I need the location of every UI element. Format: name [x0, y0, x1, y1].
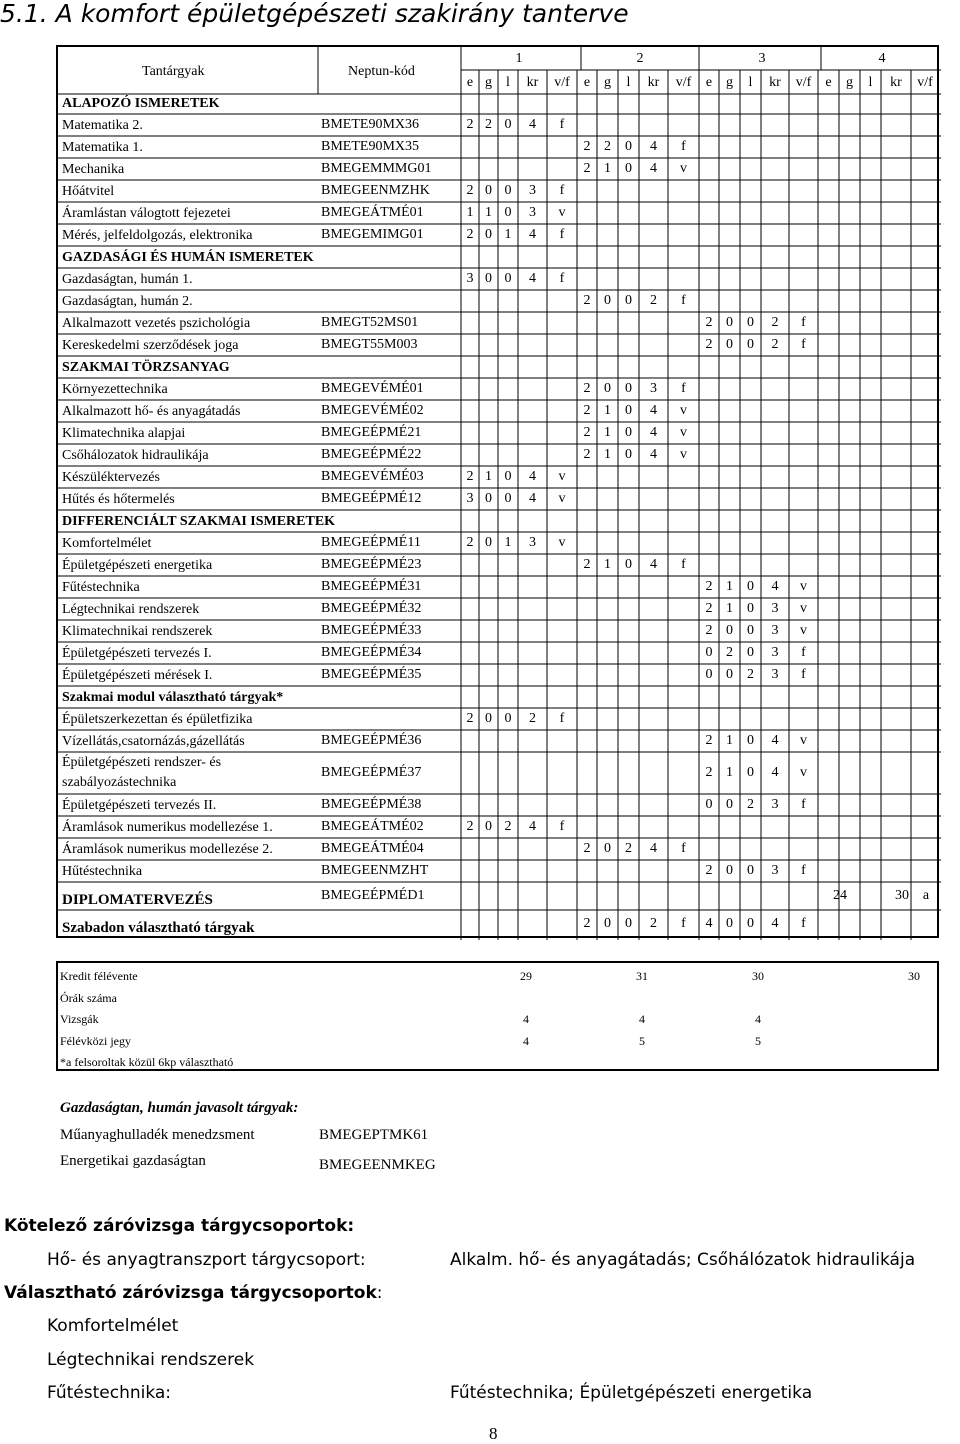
grade-cell: 4: [771, 579, 779, 594]
subject-name: Alkalmazott hő- és anyagátadás: [62, 404, 241, 419]
subcolumn-header: e: [825, 75, 832, 90]
subject-name: Épületgépészeti mérések I.: [62, 668, 213, 683]
grade-cell: 0: [625, 293, 632, 308]
grade-cell: 2: [726, 645, 733, 660]
subject-name: Készüléktervezés: [62, 470, 160, 485]
subject-name: Épületszerkezettan és épületfizika: [62, 712, 253, 727]
grade-cell: 0: [485, 183, 492, 198]
grade-cell: v: [558, 535, 566, 550]
grade-cell: 2: [466, 819, 474, 834]
semester-summary-table: [56, 961, 939, 1071]
grade-cell: v: [680, 403, 687, 418]
grade-cell: 0: [705, 797, 713, 812]
grade-cell: 2: [466, 117, 474, 132]
grade-cell: 4: [771, 733, 779, 748]
thesis-value: 24: [833, 888, 847, 903]
subcolumn-header: v/f: [554, 75, 570, 90]
summary-value: 5: [639, 1033, 645, 1048]
curriculum-table: [56, 45, 939, 938]
page-number: 8: [489, 1424, 498, 1443]
grade-cell: f: [681, 381, 686, 396]
grade-cell: 0: [604, 841, 611, 856]
grade-cell: 2: [529, 711, 536, 726]
neptun-code: BMEGEÉPMÉ33: [321, 623, 422, 638]
subject-name: Áramlások numerikus modellezése 2.: [62, 842, 273, 857]
neptun-code: BMEGEMIMG01: [321, 227, 424, 242]
grade-cell: 1: [604, 161, 611, 176]
subcolumn-header: kr: [526, 75, 539, 90]
grade-cell: 1: [604, 403, 611, 418]
subcolumn-header: v/f: [795, 75, 812, 90]
grade-cell: 2: [583, 916, 591, 931]
grade-cell: 2: [650, 916, 657, 931]
neptun-code: BMEGEVÉMÉ02: [321, 403, 424, 418]
grade-cell: v: [800, 623, 807, 638]
neptun-code: BMEGEÉPMÉ32: [321, 601, 422, 616]
header-code[interactable]: Neptun-kód: [348, 64, 415, 79]
optional-exam-title-bold: Választható záróvizsga tárgycsoportok: [4, 1283, 377, 1303]
grade-cell: 3: [529, 205, 536, 220]
grade-cell: 3: [771, 797, 779, 812]
subject-name: Gazdaságtan, humán 2.: [62, 294, 193, 309]
subcolumn-header: l: [506, 75, 510, 90]
grade-cell: 2: [466, 227, 474, 242]
grade-cell: f: [559, 271, 565, 286]
grade-cell: 1: [604, 425, 611, 440]
subcolumn-header: v/f: [917, 75, 933, 90]
subject-name: Vízellátás,csatornázás,gázellátás: [62, 734, 245, 749]
grade-cell: f: [559, 117, 565, 132]
grade-cell: 2: [583, 425, 591, 440]
mandatory-exam-group: Hő- és anyagtranszport tárgycsoport:: [47, 1250, 366, 1270]
grade-cell: 2: [771, 337, 779, 352]
humanities-code: BMEGEENMKEG: [319, 1157, 436, 1173]
grade-cell: v: [558, 205, 566, 220]
grade-cell: 0: [504, 271, 512, 286]
grade-cell: 1: [504, 535, 512, 550]
optional-exam-item: Légtechnikai rendszerek: [47, 1350, 255, 1370]
grade-cell: 1: [604, 557, 611, 572]
grade-cell: f: [801, 797, 806, 812]
subject-name: Matematika 2.: [62, 118, 143, 133]
subcolumn-header: g: [485, 75, 492, 90]
grade-cell: v: [558, 491, 566, 506]
neptun-code: BMEGT55M003: [321, 337, 418, 352]
subject-name: DIPLOMATERVEZÉS: [62, 892, 213, 908]
grade-cell: 2: [747, 667, 754, 682]
grade-cell: 4: [529, 491, 536, 506]
neptun-code: BMEGEÁTMÉ01: [321, 205, 424, 220]
grade-cell: 2: [583, 841, 591, 856]
subcolumn-header: l: [868, 75, 873, 90]
grade-cell: 0: [485, 271, 492, 286]
grade-cell: 0: [485, 819, 492, 834]
grade-cell: 4: [650, 841, 657, 856]
grade-cell: 0: [726, 315, 733, 330]
subject-name: Gazdaságtan, humán 1.: [62, 272, 193, 287]
grade-cell: 2: [625, 841, 632, 856]
grade-cell: 2: [705, 733, 713, 748]
page-title: 5.1. A komfort épületgépészeti szakirány tanterve: [0, 0, 629, 28]
grade-cell: 1: [485, 469, 492, 484]
grade-cell: 1: [466, 205, 474, 220]
subject-name: Hűtés és hőtermelés: [62, 492, 175, 507]
grade-cell: 2: [583, 557, 591, 572]
grade-cell: 2: [747, 797, 754, 812]
subject-name: Áramlástan válogtott fejezetei: [62, 206, 231, 221]
subject-name: Épületgépészeti rendszer- és: [62, 755, 222, 770]
grade-cell: 4: [650, 425, 657, 440]
neptun-code: BMETE90MX36: [321, 117, 419, 132]
neptun-code: BMEGEMMMG01: [321, 161, 432, 176]
grade-cell: 0: [504, 117, 512, 132]
neptun-code: BMEGEVÉMÉ03: [321, 469, 424, 484]
subcolumn-header: kr: [769, 75, 781, 90]
grade-cell: 0: [747, 315, 754, 330]
grade-cell: f: [681, 557, 686, 572]
grade-cell: 0: [485, 711, 492, 726]
neptun-code: BMEGEENMZHT: [321, 863, 429, 878]
grade-cell: 0: [747, 579, 754, 594]
neptun-code: BMEGEENMZHK: [321, 183, 430, 198]
mandatory-exam-title: Kötelező záróvizsga tárgycsoportok:: [4, 1216, 355, 1236]
section-header: DIFFERENCIÁLT SZAKMAI ISMERETEK: [62, 514, 336, 529]
semester-header: 1: [515, 51, 523, 66]
section-header: Szakmai modul választható tárgyak*: [62, 690, 284, 705]
subcolumn-header: e: [705, 75, 713, 90]
grade-cell: 0: [747, 765, 754, 780]
grade-cell: v: [680, 447, 687, 462]
grade-cell: 2: [466, 535, 474, 550]
summary-label: Vizsgák: [60, 1012, 99, 1026]
optional-exam-title: [4, 1283, 383, 1303]
grade-cell: 1: [485, 205, 492, 220]
summary-value: 5: [755, 1033, 761, 1048]
subcolumn-header: l: [748, 75, 753, 90]
grade-cell: 4: [650, 447, 657, 462]
subcolumn-header: l: [626, 75, 631, 90]
subject-name: Környezettechnika: [62, 382, 168, 397]
grade-cell: 0: [747, 645, 754, 660]
neptun-code: BMEGT52MS01: [321, 315, 419, 330]
semester-header: 3: [758, 51, 766, 66]
grade-cell: 0: [726, 863, 733, 878]
neptun-code: BMEGEÉPMÉ11: [321, 535, 421, 550]
grade-cell: 3: [771, 645, 779, 660]
grade-cell: 0: [705, 667, 713, 682]
grade-cell: 0: [485, 535, 492, 550]
subject-name: Alkalmazott vezetés pszichológia: [62, 316, 251, 331]
grade-cell: 4: [705, 916, 713, 931]
grade-cell: 3: [771, 667, 779, 682]
semester-header: 2: [636, 51, 644, 66]
subcolumn-header: g: [846, 75, 853, 90]
subject-name: Épületgépészeti tervezés II.: [62, 798, 217, 813]
neptun-code: BMEGEÉPMÉ12: [321, 491, 422, 506]
grade-cell: 2: [583, 403, 591, 418]
grade-cell: 0: [705, 645, 713, 660]
neptun-code: BMEGEÉPMÉ21: [321, 425, 422, 440]
grade-cell: 4: [650, 161, 657, 176]
grade-cell: 1: [726, 601, 733, 616]
grade-cell: 1: [504, 227, 512, 242]
grade-cell: 2: [705, 765, 713, 780]
neptun-code: BMEGEÉPMÉ36: [321, 733, 422, 748]
semester-header: 4: [878, 51, 886, 66]
grade-cell: 0: [485, 227, 492, 242]
optional-exam-item: Komfortelmélet: [47, 1316, 179, 1336]
thesis-value: 30: [895, 888, 909, 903]
grade-cell: f: [559, 711, 565, 726]
grade-cell: 2: [650, 293, 657, 308]
grade-cell: f: [559, 183, 565, 198]
grade-cell: 2: [705, 579, 713, 594]
section-header: GAZDASÁGI ÉS HUMÁN ISMERETEK: [62, 250, 314, 265]
grade-cell: f: [681, 139, 686, 154]
grade-cell: 2: [466, 469, 474, 484]
grade-cell: 2: [771, 315, 779, 330]
grade-cell: f: [801, 863, 806, 878]
grade-cell: v: [800, 601, 807, 616]
subcolumn-header: kr: [890, 75, 902, 90]
grade-cell: 0: [504, 469, 512, 484]
grade-cell: 0: [747, 863, 754, 878]
grade-cell: 2: [485, 117, 492, 132]
neptun-code: BMEGEÉPMÉ22: [321, 447, 422, 462]
grade-cell: 0: [747, 601, 754, 616]
humanities-title: Gazdaságtan, humán javasolt tárgyak:: [60, 1100, 299, 1116]
optional-exam-subjects: Fűtéstechnika; Épületgépészeti energetika: [450, 1383, 813, 1403]
grade-cell: 4: [529, 117, 536, 132]
subject-name: Épületgépészeti tervezés I.: [62, 646, 212, 661]
neptun-code: BMEGEVÉMÉ01: [321, 381, 424, 396]
grade-cell: v: [680, 161, 687, 176]
grade-cell: 0: [604, 381, 611, 396]
grade-cell: f: [559, 227, 565, 242]
grade-cell: 0: [747, 337, 754, 352]
subject-name: Fűtéstechnika: [62, 580, 140, 595]
grade-cell: 2: [705, 623, 713, 638]
subject-name: Mérés, jelfeldolgozás, elektronika: [62, 228, 253, 243]
subcolumn-header: g: [604, 75, 611, 90]
subcolumn-header: kr: [647, 75, 660, 90]
subject-name: Mechanika: [62, 162, 125, 177]
subject-name: Hűtéstechnika: [62, 864, 143, 879]
grade-cell: 1: [726, 579, 733, 594]
grade-cell: 0: [747, 733, 754, 748]
summary-value: 4: [639, 1012, 645, 1026]
grade-cell: 0: [604, 293, 611, 308]
subject-name: Klimatechnikai rendszerek: [62, 624, 213, 639]
neptun-code: BMEGEÉPMÉ34: [321, 645, 422, 660]
grade-cell: 2: [583, 447, 591, 462]
grade-cell: 3: [466, 271, 474, 286]
grade-cell: 2: [466, 183, 474, 198]
subject-name: Matematika 1.: [62, 140, 143, 155]
humanities-code: BMEGEPTMK61: [319, 1127, 429, 1143]
grade-cell: 4: [650, 403, 657, 418]
grade-cell: f: [559, 819, 565, 834]
grade-cell: v: [800, 765, 807, 780]
grade-cell: 3: [466, 491, 474, 506]
grade-cell: f: [681, 841, 686, 856]
optional-exam-title-colon: :: [376, 1283, 383, 1303]
neptun-code: BMEGEÉPMÉ35: [321, 667, 422, 682]
summary-label: Kredit félévente: [60, 969, 138, 983]
summary-value: 30: [752, 969, 764, 983]
grade-cell: 0: [504, 205, 512, 220]
subject-name: Komfortelmélet: [62, 536, 152, 551]
section-header: SZAKMAI TÖRZSANYAG: [62, 360, 230, 375]
grade-cell: 3: [771, 601, 779, 616]
subcolumn-header: e: [583, 75, 591, 90]
grade-cell: 4: [529, 271, 536, 286]
summary-label: Órák száma: [60, 990, 117, 1005]
thesis-value: a: [922, 888, 930, 903]
grade-cell: 2: [583, 139, 591, 154]
grade-cell: 1: [604, 447, 611, 462]
humanities-subject: Energetikai gazdaságtan: [60, 1153, 206, 1169]
summary-label: Félévközi jegy: [60, 1033, 131, 1048]
summary-value: 29: [520, 969, 532, 983]
neptun-code: BMETE90MX35: [321, 139, 419, 154]
subject-name: Épületgépészeti energetika: [62, 558, 213, 573]
grade-cell: 3: [529, 535, 536, 550]
grade-cell: 2: [705, 337, 713, 352]
grade-cell: 2: [504, 819, 512, 834]
grade-cell: 2: [604, 139, 611, 154]
grade-cell: 0: [625, 557, 632, 572]
grade-cell: 0: [747, 623, 754, 638]
grade-cell: 0: [625, 916, 632, 931]
neptun-code: BMEGEÉPMÉ23: [321, 557, 422, 572]
summary-value: 30: [908, 969, 920, 983]
subject-name: Szabadon választható tárgyak: [62, 920, 255, 936]
grade-cell: v: [680, 425, 687, 440]
summary-value: 31: [636, 969, 648, 983]
grade-cell: 0: [504, 183, 512, 198]
humanities-subject: Műanyaghulladék menedzsment: [60, 1127, 255, 1143]
subject-name: Kereskedelmi szerződések joga: [62, 338, 239, 353]
grade-cell: 0: [726, 337, 733, 352]
grade-cell: 0: [625, 447, 632, 462]
grade-cell: 2: [583, 293, 591, 308]
grade-cell: 2: [583, 381, 591, 396]
subject-name: Áramlások numerikus modellezése 1.: [62, 820, 273, 835]
grade-cell: 2: [705, 601, 713, 616]
grade-cell: 4: [529, 469, 536, 484]
grade-cell: 0: [726, 916, 733, 931]
grade-cell: 4: [650, 557, 657, 572]
summary-label: *a felsoroltak közül 6kp választható: [60, 1055, 234, 1069]
grade-cell: 1: [726, 765, 733, 780]
grade-cell: 0: [504, 711, 512, 726]
grade-cell: f: [801, 337, 806, 352]
grade-cell: 3: [529, 183, 536, 198]
grade-cell: 0: [625, 381, 632, 396]
grade-cell: f: [801, 645, 806, 660]
grade-cell: 3: [771, 623, 779, 638]
grade-cell: 1: [726, 733, 733, 748]
grade-cell: 0: [485, 491, 492, 506]
grade-cell: 0: [726, 797, 733, 812]
grade-cell: f: [681, 916, 686, 931]
summary-value: 4: [523, 1033, 529, 1048]
subcolumn-header: g: [726, 75, 733, 90]
grade-cell: 4: [529, 819, 536, 834]
grade-cell: 0: [625, 425, 632, 440]
subject-name: Légtechnikai rendszerek: [62, 602, 200, 617]
grade-cell: 2: [705, 863, 713, 878]
grade-cell: 0: [504, 491, 512, 506]
grade-cell: 0: [726, 623, 733, 638]
grade-cell: f: [681, 293, 686, 308]
header-subjects[interactable]: Tantárgyak: [142, 64, 205, 79]
grade-cell: 4: [771, 916, 779, 931]
grade-cell: 0: [604, 916, 611, 931]
grade-cell: 2: [466, 711, 474, 726]
subject-name-continued: szabályozástechnika: [62, 775, 177, 790]
neptun-code: BMEGEÉPMÉ37: [321, 765, 422, 780]
section-header: ALAPOZÓ ISMERETEK: [62, 96, 220, 111]
grade-cell: 3: [771, 863, 779, 878]
subcolumn-header: e: [466, 75, 474, 90]
grade-cell: v: [558, 469, 566, 484]
subject-name: Csőhálozatok hidraulikája: [62, 448, 209, 463]
grade-cell: 4: [529, 227, 536, 242]
neptun-code: BMEGEÁTMÉ04: [321, 841, 424, 856]
grade-cell: f: [801, 916, 806, 931]
grade-cell: 4: [771, 765, 779, 780]
summary-value: 4: [755, 1012, 761, 1026]
neptun-code: BMEGEÁTMÉ02: [321, 819, 424, 834]
subcolumn-header: v/f: [675, 75, 692, 90]
grade-cell: 0: [726, 667, 733, 682]
subject-name: Hőátvitel: [62, 184, 115, 199]
grade-cell: 0: [625, 139, 632, 154]
grade-cell: v: [800, 579, 807, 594]
grade-cell: v: [800, 733, 807, 748]
grade-cell: f: [801, 315, 806, 330]
grade-cell: 2: [705, 315, 713, 330]
grade-cell: 0: [625, 403, 632, 418]
grade-cell: 4: [650, 139, 657, 154]
grade-cell: 0: [747, 916, 754, 931]
neptun-code: BMEGEÉPMÉ38: [321, 797, 422, 812]
grade-cell: 2: [583, 161, 591, 176]
grade-cell: 0: [625, 161, 632, 176]
grade-cell: 3: [650, 381, 657, 396]
neptun-code: BMEGEÉPMÉD1: [321, 888, 425, 903]
summary-value: 4: [523, 1012, 529, 1026]
subject-name: Klimatechnika alapjai: [62, 426, 186, 441]
neptun-code: BMEGEÉPMÉ31: [321, 579, 422, 594]
mandatory-exam-subjects: Alkalm. hő- és anyagátadás; Csőhálózatok hidraulikája: [450, 1250, 916, 1270]
optional-exam-item: Fűtéstechnika:: [47, 1383, 172, 1403]
grade-cell: f: [801, 667, 806, 682]
